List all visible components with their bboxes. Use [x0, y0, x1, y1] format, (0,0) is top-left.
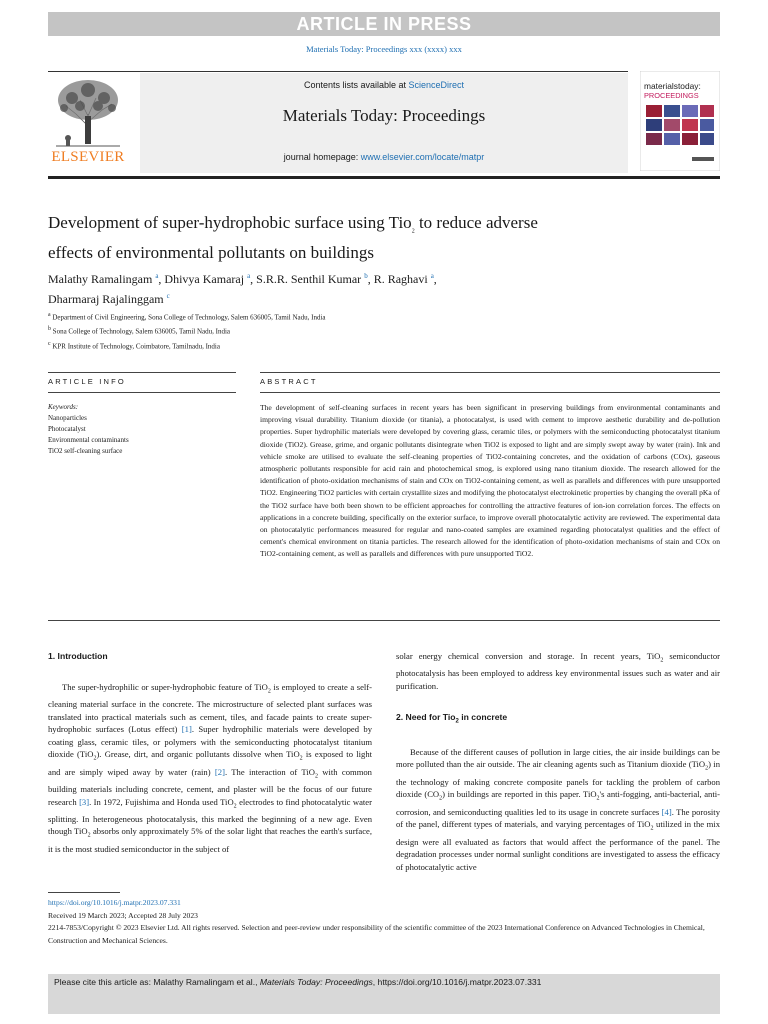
journal-homepage-link[interactable]: www.elsevier.com/locate/matpr: [360, 152, 485, 162]
cover-title-line1: materialstoday:: [644, 81, 701, 91]
article-info-label: ARTICLE INFO: [48, 377, 126, 386]
author-name[interactable]: Dhivya Kamaraj: [164, 272, 245, 286]
sciencedirect-link[interactable]: ScienceDirect: [408, 80, 465, 90]
affiliation-item: [48, 338, 668, 352]
article-info-label-rule: [48, 392, 236, 393]
elsevier-wordmark: ELSEVIER: [51, 149, 125, 165]
section-heading-introduction: 1. Introduction: [48, 651, 108, 661]
body-column-right: [396, 650, 720, 873]
affiliation-mark: c: [48, 340, 51, 347]
subscript: 2: [267, 688, 271, 695]
affiliation-mark: b: [48, 326, 51, 333]
citation-box: [48, 974, 720, 1014]
cite-prefix: Please cite this article as: Malathy Ramalingam et al.,: [54, 977, 260, 987]
title-part1: Development of super-hydrophobic surface using Tio: [48, 213, 412, 232]
citation-link[interactable]: [4]: [661, 806, 672, 817]
text-run: ) in buildings are reported in this paper. TiO: [442, 789, 597, 800]
subscript: 2: [596, 796, 600, 803]
received-accepted-dates: Received 19 March 2023; Accepted 28 July 2023: [48, 910, 198, 920]
footer-notes: [48, 897, 720, 947]
subscript: 2: [93, 756, 97, 762]
contents-line: [140, 80, 628, 90]
heading-text: 2. Need for Tio: [396, 711, 456, 722]
citation-link[interactable]: [1]: [181, 724, 192, 735]
author-name[interactable]: S.R.R. Senthil Kumar: [256, 272, 362, 286]
text-run: . Super hydrophilic materials were developed by coating glass, ceramic tiles, or polymers with the semiconducting photocatalyst titanium dioxide (TiO: [48, 724, 372, 760]
keyword-item: Environmental contaminants: [48, 436, 129, 444]
author-list: Malathy Ramalingam $^a$, Dhivya Kamaraj $^a$, S.R.R. Senthil Kumar $^b$, R. Raghavi $^a$, Dharmaraj Rajalinggam $^c$: [48, 272, 437, 306]
abstract-top-rule: [260, 372, 720, 373]
text-run: . The interaction of TiO: [224, 766, 315, 777]
body-column-left: [48, 650, 372, 855]
citation-link[interactable]: [3]: [79, 796, 90, 807]
introduction-paragraph: [48, 681, 372, 856]
keywords-heading: Keywords:: [48, 403, 79, 411]
abstract-label-rule: [260, 392, 720, 393]
contents-prefix: Contents lists available at: [303, 80, 409, 90]
subscript: 2: [660, 657, 664, 664]
text-run: Because of the different causes of pollution in large cities, the air inside buildings can be more polluted than the air outside. The air cleaning agents such as Titanium dioxide (TiO: [396, 746, 720, 770]
article-info-top-rule: [48, 372, 236, 373]
author-affiliation-mark[interactable]: a: [247, 272, 251, 280]
journal-reference: Materials Today: Proceedings xxx (xxxx) xxx: [306, 44, 462, 54]
affiliation-text: KPR Institute of Technology, Coimbatore, Tamilnadu, India: [52, 341, 220, 350]
text-run: with common building materials including concrete, cement, and plaster will be the focus of our future research: [48, 766, 372, 807]
affiliations: [48, 309, 668, 352]
header-top-rule: [48, 71, 628, 72]
title-subscript: 2: [411, 228, 415, 235]
title-line2: effects of environmental pollutants on buildings: [48, 243, 374, 263]
keyword-item: Nanoparticles: [48, 414, 87, 422]
author-affiliation-mark[interactable]: a: [430, 272, 434, 280]
section2-paragraph: [396, 746, 720, 874]
affiliation-item: [48, 323, 668, 337]
keywords-block: [48, 402, 228, 457]
author-name[interactable]: Malathy Ramalingam: [48, 272, 153, 286]
subscript: 2: [314, 773, 318, 780]
footer-rule: [48, 892, 120, 893]
text-run: is exposed to light and are simply wiped away by water (rain): [48, 749, 373, 777]
text-run: solar energy chemical conversion and storage. In recent years, TiO: [396, 651, 661, 661]
homepage-prefix: journal homepage:: [283, 152, 361, 162]
author-affiliation-mark[interactable]: a: [155, 272, 159, 280]
introduction-paragraph-continued: [396, 650, 720, 693]
affiliation-item: [48, 309, 668, 323]
subscript: 2: [650, 825, 654, 832]
article-title: [48, 212, 648, 264]
text-run: . The porosity of the panel, different types of materials, and varying percentages of TiO: [396, 806, 720, 830]
affiliation-text: Sona College of Technology, Salem 636005, Tamil Nadu, India: [52, 327, 231, 336]
homepage-line: [140, 152, 628, 162]
text-run: is employed to create a self-cleaning material surface in the concrete. The microstructure of selected plant surfaces was translated into practical materials such as cement, tiles, and facade paints to create super-hydrophobic surfaces (Lotus effect): [48, 681, 372, 735]
cover-title-line2: PROCEEDINGS: [644, 91, 699, 100]
abstract-bottom-rule: [48, 620, 720, 621]
text-run: ). Grease, dirt, and organic pollutants dissolve when TiO: [96, 749, 300, 760]
text-run: utilized in the mix design were all evaluated as factors that would affect the performance of the panel. The degradation processes under normal sunlight conditions are investigated to assess the efficacy of photocatalytic active: [396, 819, 720, 872]
doi-link[interactable]: https://doi.org/10.1016/j.matpr.2023.07.331: [48, 898, 181, 907]
text-run: absorbs only approximately 5% of the solar light that reaches the earth's surface, it is the most studied semiconductor in the subject of: [48, 826, 373, 854]
keyword-item: TiO2 self-cleaning surface: [48, 447, 123, 455]
text-run: . In 1972, Fujishima and Honda used TiO: [89, 796, 234, 807]
text-run: electrodes to find photocatalytic water splitting. In heterogeneous photocatalysis, this marked the beginning of a new age. Even though TiO: [48, 796, 372, 837]
abstract-label: ABSTRACT: [260, 377, 318, 386]
author-affiliation-mark[interactable]: c: [166, 292, 170, 300]
cite-suffix: , https://doi.org/10.1016/j.matpr.2023.07.331: [372, 977, 542, 987]
journal-cover-thumbnail: [640, 71, 720, 171]
journal-name: Materials Today: Proceedings: [282, 106, 486, 125]
article-in-press-banner: ARTICLE IN PRESS: [48, 12, 720, 36]
abstract-text: The development of self-cleaning surfaces in recent years has been significant in preserving buildings from environmental contaminants and improving visual durability. Titanium dioxide (or titania), a photocatalyst, is used with cement to improve aesthetic durability and de-pollution properties. Super hydrophilic materials were developed by covering glass, ceramic tiles, or polymers with the semiconducting photocatalyst titanium dioxide (TiO2). Grease, grime, and organic pollutants disintegrate when TiO2 is exposed to light and are simply swept away by water (rain). Ink and vehicle smoke are utilised to evaluate the self-cleaning properties of TiO2-containing concretes, and the oxidation of carbons (COx), gaseous atmospheric pollutants responsible for acid rain and photochemical smog, is explored using nano titanium dioxide. The research allowed for the identification of photo-oxidation mechanisms of stain and COx on TiO2-containing cement, as well as parallels and differences with pure unsupported TiO2. Engineering TiO2 particles with certain crystallite sizes and modifying the photocatalyst electrokinetic properties by changing the overall pKa of the TiO2 surface have both been shown to be efficient approaches for controlling the attractive features of ion-ion correlation forces. The effects on applications in a concrete building, specifically on the exterior surface, to improve overall photocatalytic activity are reviewed. The experimental data on photocatalytic performances measured for regular and nano-coated samples are examined regarding photocatalyst qualities and the effect of cement's chemical environment on titania particles. The research allowed for the identification of photo-oxidation mechanisms of stain and COx on TiO2-containing cement, as well as parallels and differences with pure unsupported TiO2.: [260, 403, 720, 559]
keyword-item: Photocatalyst: [48, 425, 86, 433]
text-run: 's anti-fogging, anti-bacterial, anti-corrosion, and semiconducting qualities led to its usage in concrete surfaces: [396, 789, 720, 817]
header-bottom-rule: [48, 176, 720, 179]
subscript: 2: [233, 803, 237, 810]
citation-link[interactable]: [2]: [214, 766, 225, 777]
author-name[interactable]: Dharmaraj Rajalinggam: [48, 292, 164, 306]
cite-journal: Materials Today: Proceedings: [259, 977, 373, 987]
subscript: 2: [439, 796, 443, 803]
text-run: The super-hydrophilic or super-hydrophobic feature of TiO: [62, 681, 268, 692]
affiliation-text: Department of Civil Engineering, Sona College of Technology, Salem 636005, Tamil Nadu, India: [52, 313, 326, 322]
author-name[interactable]: R. Raghavi: [373, 272, 428, 286]
subscript: 2: [87, 833, 91, 840]
affiliation-mark: a: [48, 312, 51, 318]
text-run: semiconductor photocatalysis has been employed to address key environmental issues such as water and air purification.: [396, 651, 720, 691]
subscript: 2: [705, 766, 709, 773]
copyright-notice: 2214-7853/Copyright © 2023 Elsevier Ltd. All rights reserved. Selection and peer-review under responsibility of the scientific committee of the 2023 International Conference on Advanced Technologies in Chemical, Construction and Mechanical Sciences.: [48, 923, 705, 945]
subscript: 2: [455, 718, 459, 725]
text-run: ) in the technology of making concrete composite panels for tackling the problem of carbon dioxide (CO: [396, 759, 720, 800]
heading-text: in concrete: [458, 711, 508, 722]
author-affiliation-mark[interactable]: b: [364, 272, 368, 280]
subscript: 2: [299, 756, 303, 762]
title-part2: to reduce adverse: [414, 213, 538, 232]
section-heading-need-for-tio2: [396, 711, 720, 728]
